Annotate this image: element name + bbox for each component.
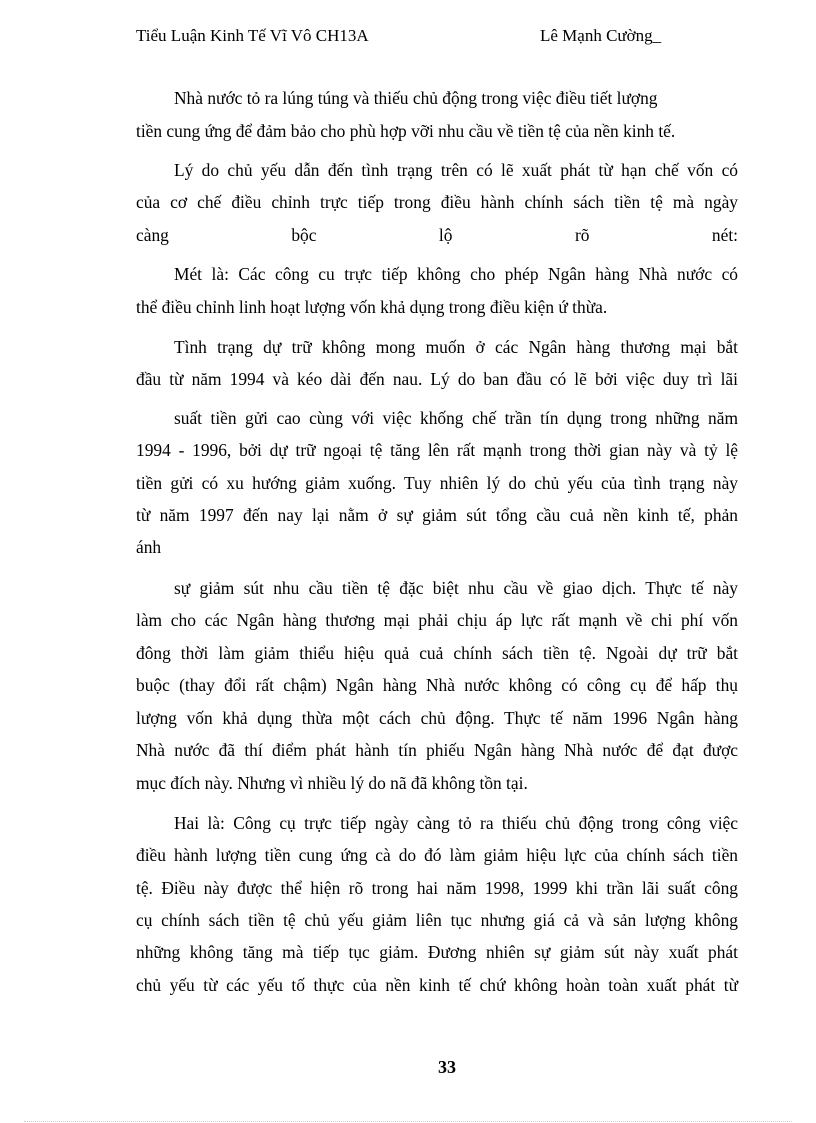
body-line: Nhà nước tỏ ra lúng túng và thiếu chủ động trong việc điều tiết lượng (174, 88, 658, 108)
body-line: đầu từ năm 1994 và kéo dài đến nau. Lý do ban đầu có lẽ bởi việc duy trì lãi (136, 369, 738, 389)
body-line: những không tăng mà tiếp tục giảm. Đương nhiên sự giảm sút này xuất phát (136, 942, 738, 962)
body-line: Lý do chủ yếu dẫn đến tình trạng trên có lẽ xuất phát từ hạn chế vốn có (174, 160, 738, 180)
body-line: mục đích này. Nhưng vì nhiều lý do nã đã không tồn tại. (136, 773, 528, 793)
body-line: Tình trạng dự trữ không mong muốn ở các Ngân hàng thương mại bắt (174, 337, 738, 357)
body-line: từ năm 1997 đến nay lại nằm ở sự giảm sút tổng cầu cuả nền kinh tế, phản (136, 505, 738, 525)
body-line: tệ. Điều này được thể hiện rõ trong hai năm 1998, 1999 khi trần lãi suất công (136, 878, 738, 898)
body-line: thể điều chỉnh linh hoạt lượng vốn khả dụng trong điều kiện ứ thừa. (136, 297, 608, 317)
body-line: làm cho các Ngân hàng thương mại phải chịu áp lực rất mạnh về chi phí vốn (136, 610, 738, 630)
body-line: Nhà nước đã thí điểm phát hành tín phiếu Ngân hàng Nhà nước để đạt được (136, 740, 738, 760)
body-line: lượng vốn khả dụng thừa một cách chủ động. Thực tế năm 1996 Ngân hàng (136, 708, 738, 728)
body-line: 1994 - 1996, bởi dự trữ ngoại tệ tăng lên rất mạnh trong thời gian này và tỷ lệ (136, 440, 738, 460)
body-line: điều hành lượng tiền cung ứng cà do đó làm giảm hiệu lực của chính sách tiền (136, 845, 738, 865)
body-line: đông thời làm giảm thiểu hiệu quả cuả chính sách tiền tệ. Ngoài dự trữ bắt (136, 643, 738, 663)
header-author: Lê Mạnh Cường_ (540, 26, 662, 45)
body-line: sự giảm sút nhu cầu tiền tệ đặc biệt nhu cầu về giao dịch. Thực tế này (174, 578, 738, 598)
body-line: của cơ chế điều chỉnh trực tiếp trong điều hành chính sách tiền tệ mà ngày (136, 192, 738, 212)
body-line: Hai là: Công cụ trực tiếp ngày càng tỏ ra thiếu chủ động trong công việc (174, 813, 738, 833)
body-line: cụ chính sách tiền tệ chủ yếu giảm liên tục nhưng giá cả và sản lượng không (136, 910, 738, 930)
body-line: tiền gửi có xu hướng giảm xuống. Tuy nhiên lý do chủ yếu của tình trạng này (136, 473, 738, 493)
body-line: Mét là: Các công cu trực tiếp không cho phép Ngân hàng Nhà nước có (174, 264, 738, 284)
header-title: Tiểu Luận Kinh Tế Vĩ Vô CH13A (136, 26, 369, 45)
page-number: 33 (438, 1057, 456, 1077)
body-line: ánh (136, 537, 162, 557)
page-bottom-rule (24, 1121, 792, 1122)
body-line: càng bộc lộ rõ nét: (136, 225, 738, 245)
body-line: suất tiền gửi cao cùng với việc khống chế trần tín dụng trong những năm (174, 408, 738, 428)
body-line: chủ yếu từ các yếu tố thực của nền kinh tế chứ không hoàn toàn xuất phát từ (136, 975, 738, 995)
body-line: tiền cung ứng để đảm bảo cho phù hợp vỡi nhu cầu về tiền tệ của nền kinh tế. (136, 121, 676, 141)
body-line: buộc (thay đổi rất chậm) Ngân hàng Nhà nước không có công cụ để hấp thụ (136, 675, 738, 695)
